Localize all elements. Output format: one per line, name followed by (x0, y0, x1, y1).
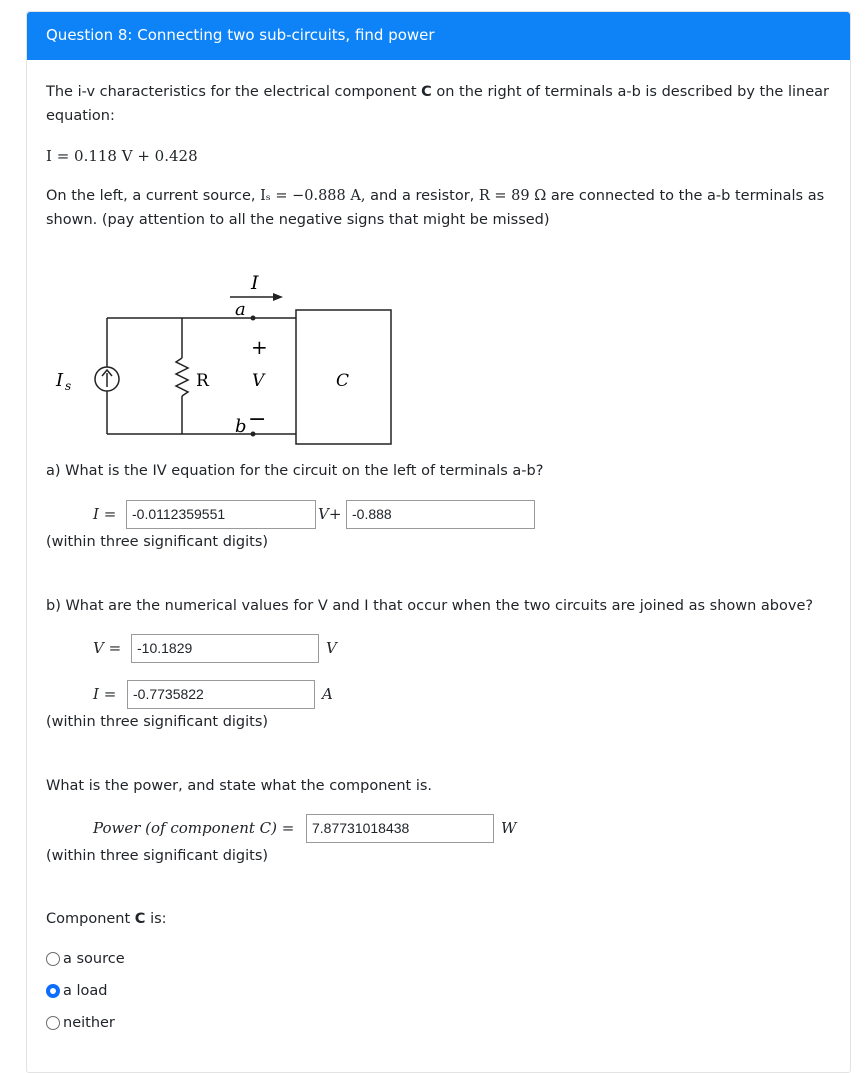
resistor-icon (176, 358, 188, 396)
source-line-1 (46, 184, 824, 208)
part-b-v-lhs: V = (93, 639, 122, 657)
radio-source-label[interactable]: a source (63, 951, 125, 967)
radio-load[interactable] (46, 984, 60, 998)
source-current-value: Iₛ = −0.888 A, (260, 188, 366, 204)
radio-neither[interactable] (46, 1016, 60, 1030)
iv-equation: I = 0.118 V + 0.428 (46, 147, 198, 165)
radio-load-label[interactable]: a load (63, 983, 108, 999)
label-a: a (235, 299, 246, 320)
resistor-value: R = 89 Ω (478, 188, 547, 204)
source-text-c: are connected to the a-b terminals as (550, 188, 825, 204)
part-b-prompt: b) What are the numerical values for V and I that occur when the two circuits are joined as shown above? (46, 598, 814, 614)
source-text-a: On the left, a current source, (46, 188, 256, 204)
component-label-end: is: (150, 911, 167, 927)
part-b-i-unit: A (322, 685, 333, 703)
component-label-c: C (134, 911, 146, 927)
component-label (46, 907, 167, 931)
label-c: C (336, 371, 350, 391)
current-input[interactable]: -0.7735822 (127, 680, 315, 709)
power-unit: W (501, 819, 517, 837)
component-c-bold: C (421, 84, 432, 100)
intro-text: The i-v characteristics for the electrical component (46, 84, 417, 100)
radio-neither-label[interactable]: neither (63, 1015, 115, 1031)
label-plus: + (251, 335, 268, 359)
radio-source[interactable] (46, 952, 60, 966)
question-header (27, 12, 850, 60)
part-c-note: (within three significant digits) (46, 848, 269, 864)
part-b-note: (within three significant digits) (46, 714, 269, 730)
label-minus: − (248, 407, 267, 432)
circuit-diagram (40, 262, 410, 452)
part-c-prompt: What is the power, and state what the component is. (46, 778, 433, 794)
voltage-input[interactable]: -10.1829 (131, 634, 319, 663)
part-b-v-unit: V (326, 639, 337, 657)
part-a-prompt: a) What is the IV equation for the circuit on the left of terminals a-b? (46, 463, 544, 479)
power-input[interactable]: 7.87731018438 (306, 814, 494, 843)
intercept-input[interactable]: -0.888 (346, 500, 535, 529)
component-label-text: Component (46, 911, 131, 927)
part-a-mid: V+ (318, 505, 342, 523)
label-r: R (196, 371, 209, 391)
label-voltage: V (252, 371, 265, 391)
part-b-i-lhs: I = (93, 685, 117, 703)
label-is-sub: s (65, 379, 72, 393)
intro-text-end: on the right of terminals a-b is described by the linear (436, 84, 829, 100)
source-line-2: shown. (pay attention to all the negative signs that might be missed) (46, 212, 550, 228)
intro-line-1 (46, 80, 829, 104)
label-is: I (56, 370, 64, 391)
label-current: I (251, 272, 259, 294)
label-b: b (235, 416, 247, 437)
intro-line-2: equation: (46, 108, 115, 124)
part-a-note: (within three significant digits) (46, 534, 269, 550)
part-a-lhs: I = (93, 505, 117, 523)
slope-input[interactable]: -0.0112359551 (126, 500, 316, 529)
power-lhs: Power (of component C) = (93, 819, 295, 837)
question-title: Question 8: Connecting two sub-circuits, find power (46, 26, 435, 44)
source-text-b: and a resistor, (370, 188, 475, 204)
